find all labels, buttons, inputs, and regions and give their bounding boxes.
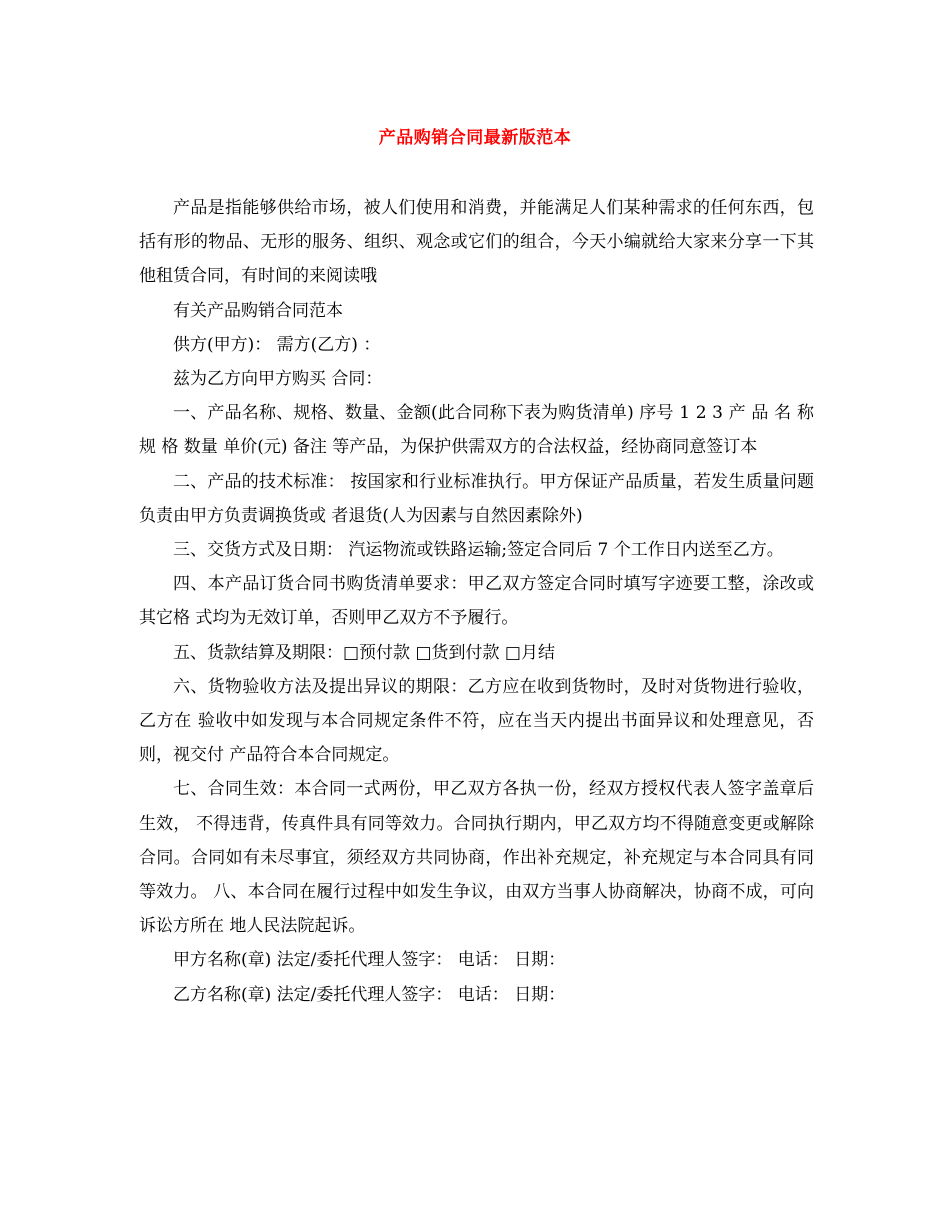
clause-1-product: 一、产品名称、规格、数量、金额(此合同称下表为购货清单) 序号 1 2 3 产 品 名 称 规 格 数量 单价(元) 备注 等产品，为保护供需双方的合法权益，经协商同意签订本 — [139, 403, 814, 458]
paragraph-heading: 有关产品购销合同范本 — [173, 300, 343, 321]
clause-7-effect: 七、合同生效：本合同一式两份，甲乙双方各执一份，经双方授权代表人签字盖章后生效， 不得违背，传真件具有同等效力。合同执行期内，甲乙双方均不得随意变更或解除合同。合同如有未尽事宜，须经双方共同协商，作出补充规定，补充规定与本合同具有同等效力。 八、本合同在履行过程中如发生争议，由双方当事人协商解决，协商不成，可向诉讼方所在 地人民法院起诉。 — [139, 779, 814, 937]
signature-party-b: 乙方名称(章) 法定/委托代理人签字： 电话： 日期： — [173, 984, 566, 1005]
document-body — [139, 191, 814, 1012]
clause-2-standard: 二、产品的技术标准： 按国家和行业标准执行。甲方保证产品质量，若发生质量问题负责由甲方负责调换货或 者退货(人为因素与自然因素除外) — [139, 471, 814, 526]
paragraph-intro: 产品是指能够供给市场，被人们使用和消费，并能满足人们某种需求的任何东西，包括有形的物品、无形的服务、组织、观念或它们的组合，今天小编就给大家来分享一下其他租赁合同，有时间的来阅读哦 — [139, 198, 814, 287]
paragraph-parties: 供方(甲方)： 需方(乙方) ： — [173, 334, 381, 355]
document-title: 产品购销合同最新版范本 — [378, 128, 572, 148]
clause-6-inspection: 六、货物验收方法及提出异议的期限：乙方应在收到货物时，及时对货物进行验收，乙方在 验收中如发现与本合同规定条件不符，应在当天内提出书面异议和处理意见，否则，视交付 产品符合本合同规定。 — [139, 676, 814, 766]
paragraph-purpose: 兹为乙方向甲方购买 合同： — [173, 369, 383, 390]
clause-5-payment: 五、货款结算及期限：□预付款 □货到付款 □月结 — [173, 642, 555, 663]
clause-3-delivery: 三、交货方式及日期： 汽运物流或铁路运输;签定合同后 7 个工作日内送至乙方。 — [173, 540, 784, 561]
signature-party-a: 甲方名称(章) 法定/委托代理人签字： 电话： 日期： — [173, 950, 566, 971]
clause-4-order: 四、本产品订货合同书购货清单要求：甲乙双方签定合同时填写字迹要工整，涂改或其它格 式均为无效订单，否则甲乙双方不予履行。 — [139, 574, 814, 629]
